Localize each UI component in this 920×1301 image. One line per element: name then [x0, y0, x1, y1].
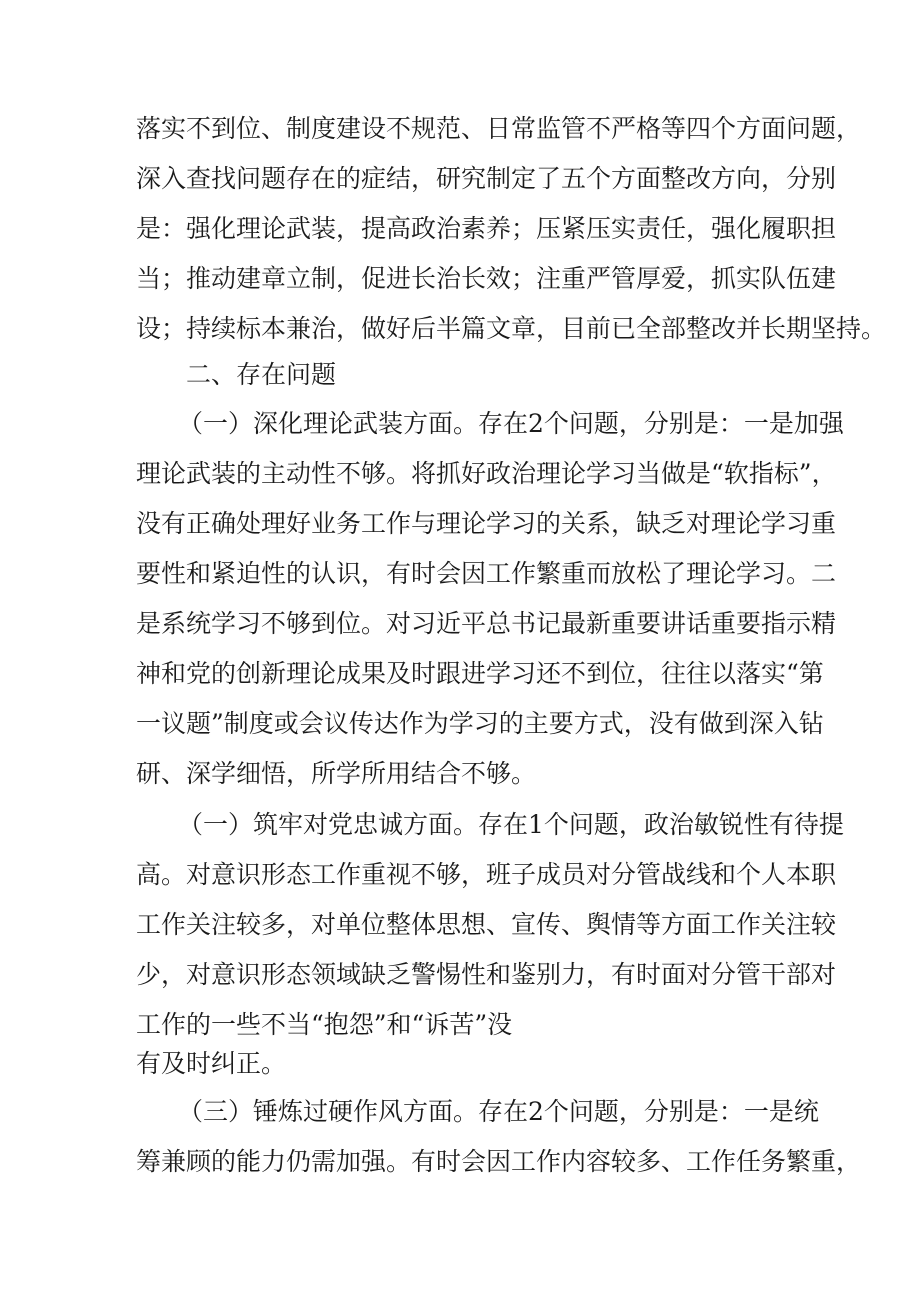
paragraph-line: 筹兼顾的能力仍需加强。有时会因工作内容较多、工作任务繁重，	[136, 1147, 862, 1176]
paragraph-line: 深入查找问题存在的症结，研究制定了五个方面整改方向，分别	[136, 164, 837, 193]
paragraph-line: 设；持续标本兼治，做好后半篇文章，目前已全部整改并长期坚持。	[136, 314, 887, 343]
paragraph-line: 有及时纠正。	[136, 1049, 287, 1078]
section-heading: 二、存在问题	[186, 360, 337, 389]
paragraph-line: 一议题”制度或会议传达作为学习的主要方式，没有做到深入钻	[136, 709, 824, 738]
paragraph-line: 当；推动建章立制，促进长治长效；注重严管厚爱，抓实队伍建	[136, 264, 837, 293]
paragraph-line: （一）深化理论武装方面。存在2个问题，分别是：一是加强	[178, 409, 844, 438]
paragraph-line: 理论武装的主动性不够。将抓好政治理论学习当做是“软指标”，	[136, 459, 837, 488]
paragraph-line: 要性和紧迫性的认识，有时会因工作繁重而放松了理论学习。二	[136, 559, 837, 588]
paragraph-line: 是：强化理论武装，提高政治素养；压紧压实责任，强化履职担	[136, 214, 837, 243]
paragraph-line: （三）锤炼过硬作风方面。存在2个问题，分别是：一是统	[178, 1097, 819, 1126]
paragraph-line: 工作的一些不当“抱怨”和“诉苦”没	[136, 1010, 513, 1039]
paragraph-line: 高。对意识形态工作重视不够，班子成员对分管战线和个人本职	[136, 860, 837, 889]
paragraph-line: 是系统学习不够到位。对习近平总书记最新重要讲话重要指示精	[136, 609, 837, 638]
paragraph-line: 神和党的创新理论成果及时跟进学习还不到位，往往以落实“第	[136, 659, 824, 688]
paragraph-line: 少，对意识形态领域缺乏警惕性和鉴别力，有时面对分管干部对	[136, 960, 837, 989]
paragraph-line: 研、深学细悟，所学所用结合不够。	[136, 759, 537, 788]
paragraph-line: 工作关注较多，对单位整体思想、宣传、舆情等方面工作关注较	[136, 910, 837, 939]
paragraph-line: 落实不到位、制度建设不规范、日常监管不严格等四个方面问题，	[136, 114, 862, 143]
paragraph-line: 没有正确处理好业务工作与理论学习的关系，缺乏对理论学习重	[136, 509, 837, 538]
paragraph-line: （一）筑牢对党忠诚方面。存在1个问题，政治敏锐性有待提	[178, 810, 844, 839]
